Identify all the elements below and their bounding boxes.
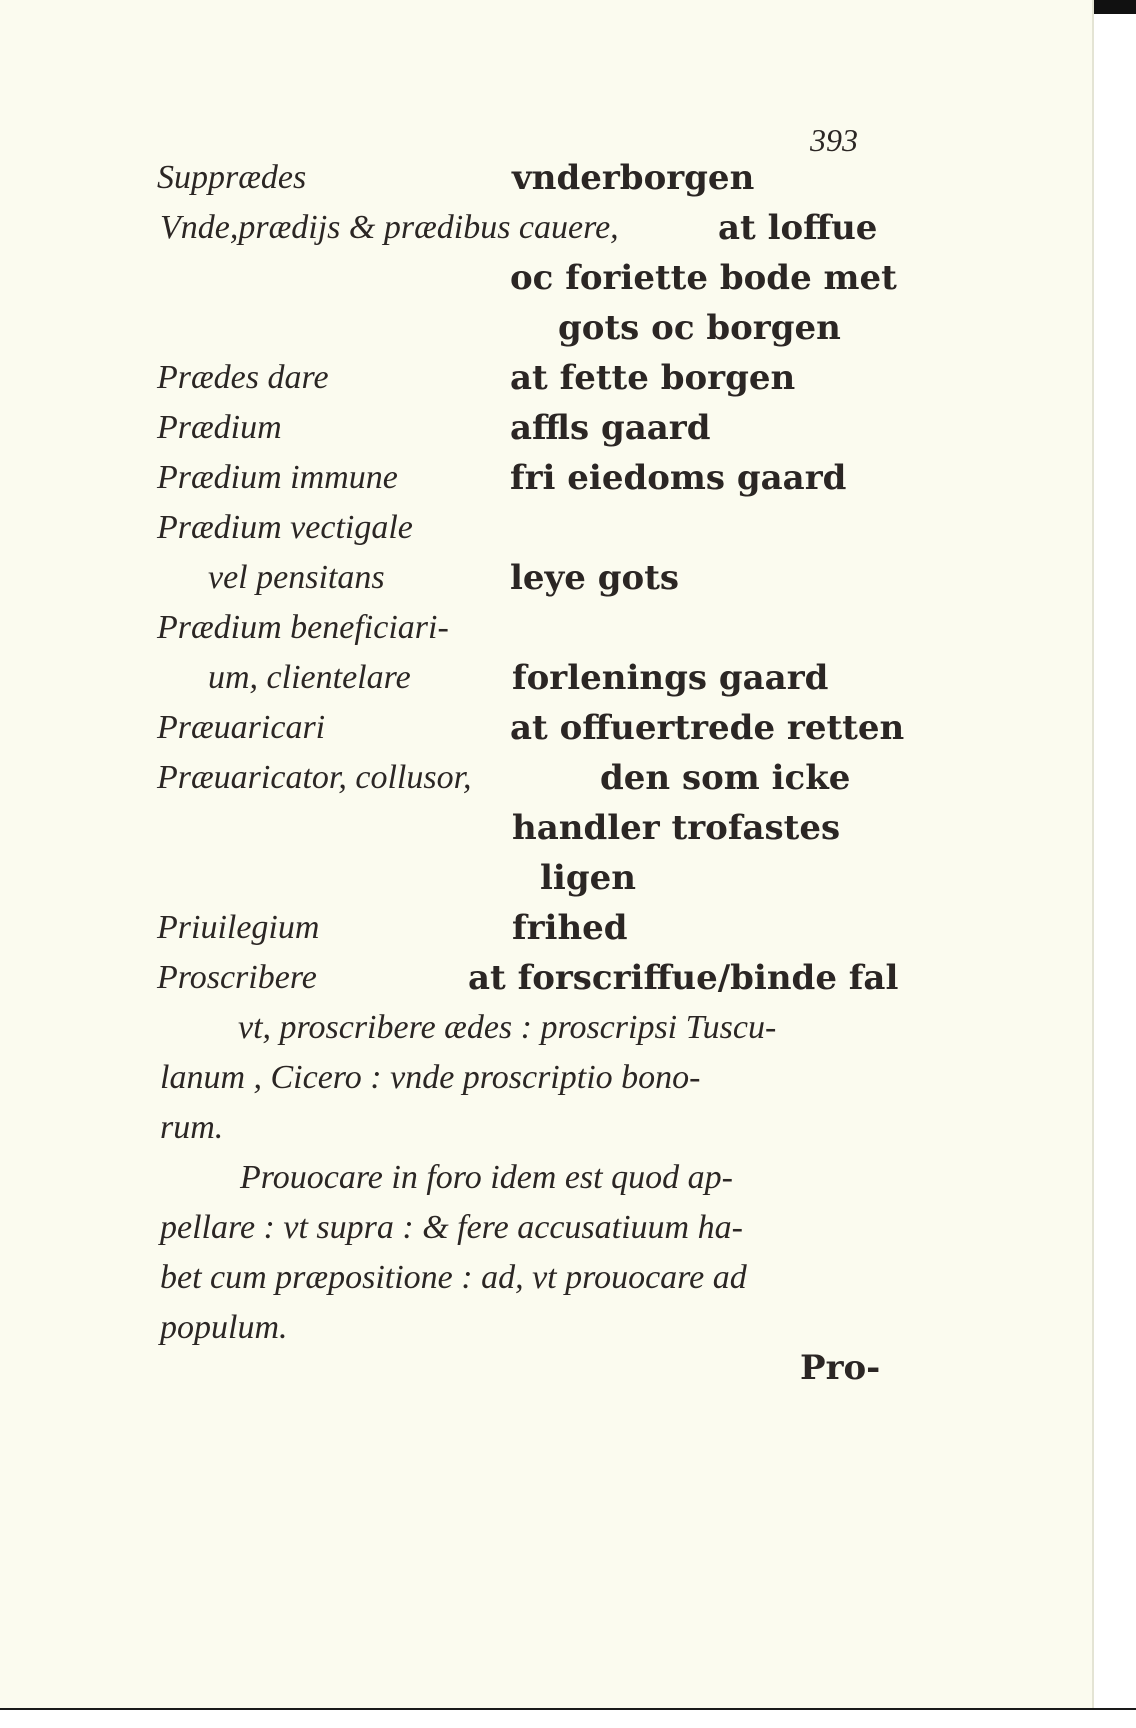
entry-danish: leye gots xyxy=(510,558,680,598)
entry-danish: frihed xyxy=(512,908,628,948)
entry-latin: Supprædes xyxy=(157,159,307,196)
paragraph-line: pellare : vt supra : & fere accusatiuum ha- xyxy=(160,1209,743,1246)
entry-danish: at offuertrede retten xyxy=(510,708,905,748)
entry-latin: Proscribere xyxy=(157,959,317,996)
entry-latin: Prædes dare xyxy=(157,359,329,396)
entry-latin: Prædium xyxy=(157,409,282,446)
entry-danish: vnderborgen xyxy=(512,158,755,198)
entry-danish: at loffue xyxy=(718,208,878,248)
entry-latin: vel pensitans xyxy=(208,559,385,596)
entry-latin: Præuaricari xyxy=(157,709,326,746)
entry-danish: forlenings gaard xyxy=(512,658,829,698)
entry-latin: um, clientelare xyxy=(208,659,411,696)
entry-latin: Priuilegium xyxy=(157,909,320,946)
entry-danish: ligen xyxy=(540,858,636,898)
entry-danish: fri eiedoms gaard xyxy=(510,458,847,498)
catchword: Pro- xyxy=(800,1348,881,1388)
entry-latin: Prædium immune xyxy=(157,459,398,496)
entry-danish: affls gaard xyxy=(510,408,711,448)
paragraph-line: Prouocare in foro idem est quod ap- xyxy=(240,1159,733,1196)
paragraph-line: bet cum præpositione : ad, vt prouocare ad xyxy=(160,1259,747,1296)
entry-latin: Vnde,prædijs & prædibus cauere, xyxy=(160,209,619,246)
entry-danish: den som icke xyxy=(600,758,851,798)
entry-danish: at fette borgen xyxy=(510,358,796,398)
paragraph-line: rum. xyxy=(160,1109,224,1146)
paragraph-line: lanum , Cicero : vnde proscriptio bono- xyxy=(160,1059,701,1096)
entry-latin: Præuaricator, collusor, xyxy=(157,759,472,796)
entry-danish: handler trofastes xyxy=(512,808,841,848)
entry-latin: Prædium vectigale xyxy=(157,509,413,546)
paragraph-line: vt, proscribere ædes : proscripsi Tuscu- xyxy=(238,1009,777,1046)
page-number: 393 xyxy=(810,122,858,158)
paragraph-line: populum. xyxy=(160,1309,288,1346)
entry-danish: at forscriffue/binde fal xyxy=(468,958,899,998)
entry-danish: oc foriette bode met xyxy=(510,258,897,298)
entry-danish: gots oc borgen xyxy=(558,308,841,348)
scan-edge-mark xyxy=(1094,0,1136,14)
entry-latin: Prædium beneficiari- xyxy=(157,609,449,646)
scan-margin xyxy=(1094,0,1136,1726)
scan-bottom-edge xyxy=(0,1708,1136,1728)
